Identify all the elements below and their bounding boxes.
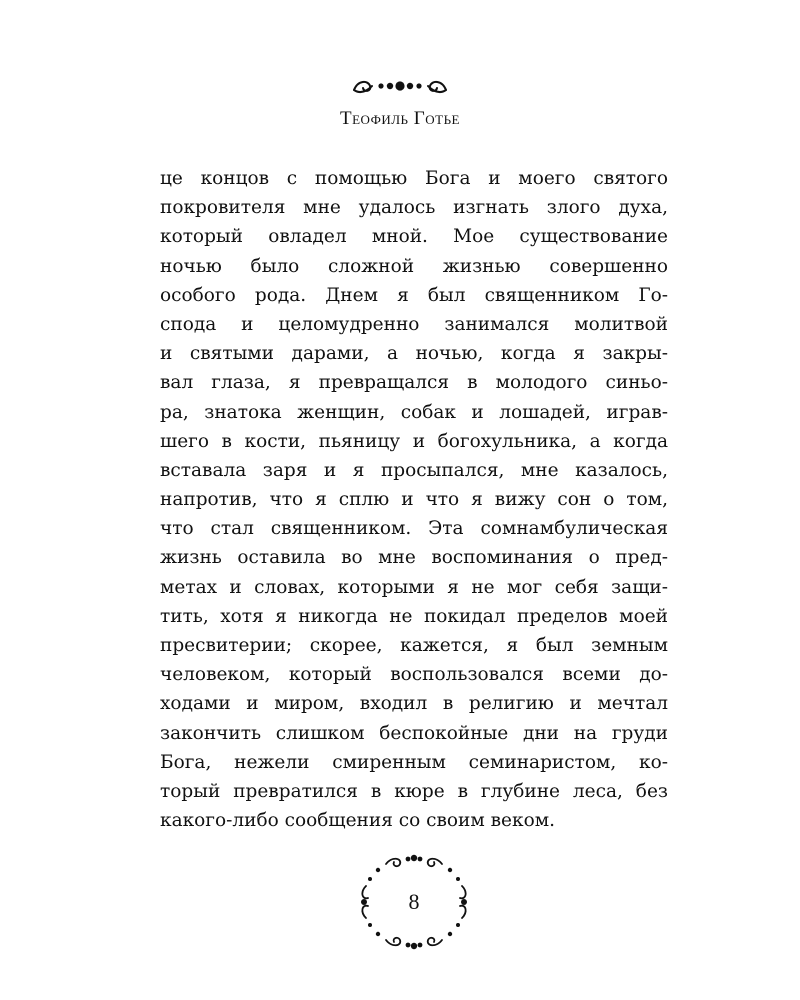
text-line: покровителя мне удалось изгнать злого духа, [160,197,668,219]
text-line: метах и словах, которыми я не мог себя защи- [160,576,668,598]
text-line: особого рода. Днем я был священником Го- [160,284,668,306]
scroll-ornament-icon [350,72,450,100]
text-line: ночью было сложной жизнью совершенно [160,255,668,277]
text-line: вставала заря и я просыпался, мне казалось, [160,459,668,481]
text-line: что стал священником. Эта сомнамбулическая [160,518,668,540]
text-line: закончить слишком беспокойные дни на груди [160,722,668,744]
text-line: спода и целомудренно занимался молитвой [160,313,668,335]
text-line: напротив, что я сплю и что я вижу сон о том, [160,489,668,511]
page-number-frame [356,852,472,952]
text-line: торый превратился в кюре в глубине леса, без [160,780,668,802]
text-line: пресвитерии; скорее, кажется, я был земным [160,635,668,656]
running-head-author: Теофиль Готье [339,108,460,129]
text-line: вал глаза, я превращался в молодого синьо- [160,372,668,394]
text-line: который овладел мной. Мое существование [160,226,668,248]
body-text [160,164,668,835]
text-line: жизнь оставила во мне воспоминания о пред- [160,547,668,569]
text-line: це концов с помощью Бога и моего святого [160,168,668,189]
page-number: 8 [408,889,420,914]
text-line: какого-либо сообщения со своим веком. [160,810,555,832]
text-line: ходами и миром, входил в религию и мечтал [160,693,668,715]
text-line: человеком, который воспользовался всеми до- [160,664,668,686]
text-line: тить, хотя я никогда не покидал пределов моей [160,605,668,627]
text-line: и святыми дарами, а ночью, когда я закры- [160,343,668,365]
text-line: Бога, нежели смиренным семинаристом, ко- [160,751,668,773]
text-line: шего в кости, пьяницу и богохульника, а когда [160,430,668,452]
text-line: ра, знатока женщин, собак и лошадей, играв- [160,401,668,423]
